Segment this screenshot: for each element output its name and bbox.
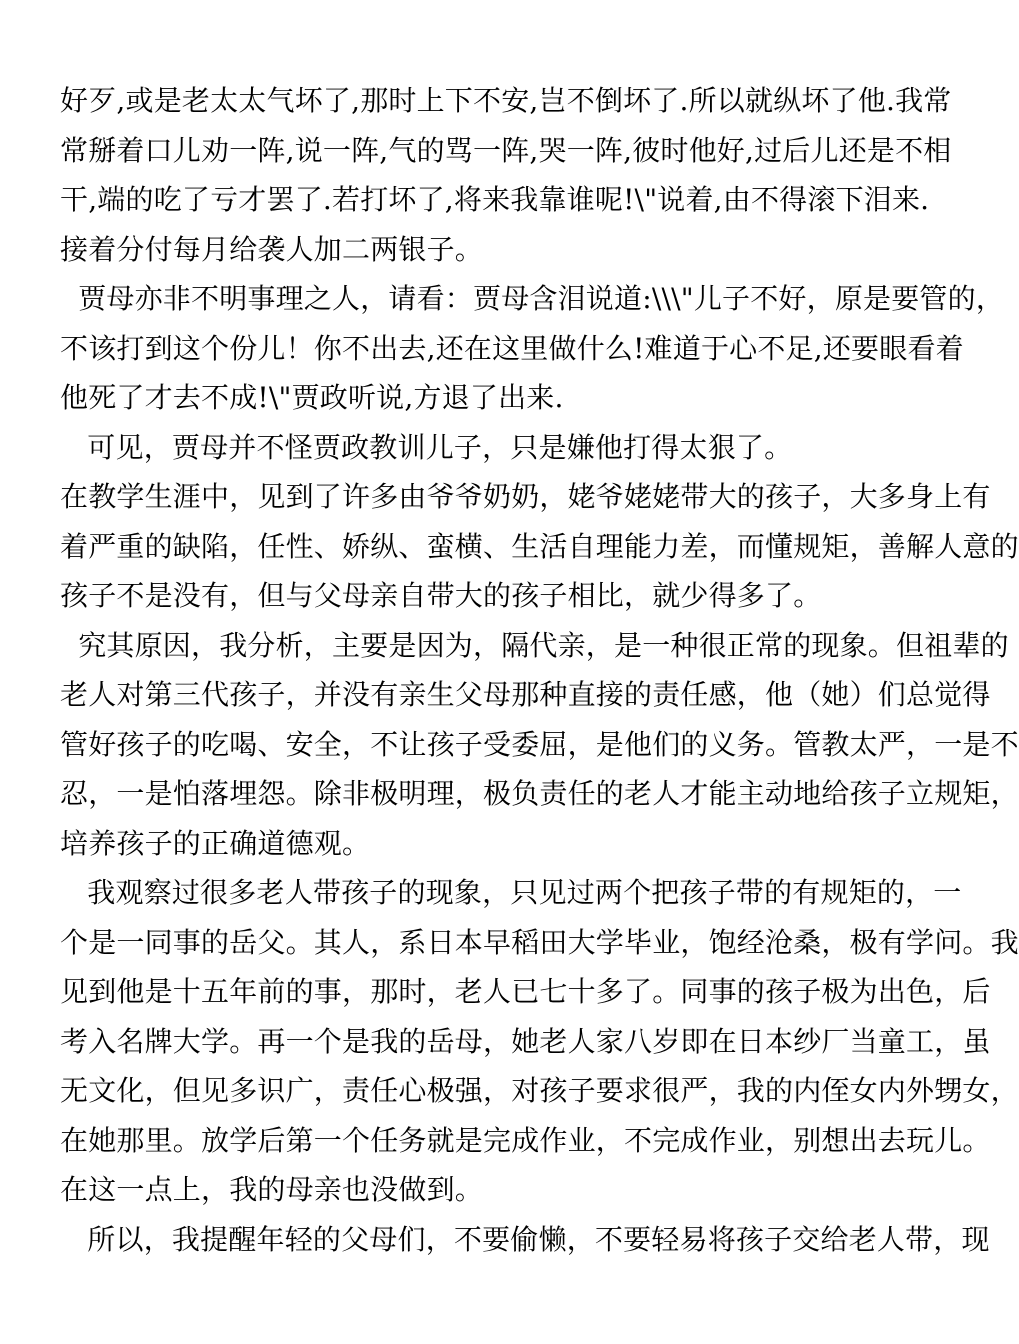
text-line: 好歹,或是老太太气坏了,那时上下不安,岂不倒坏了.所以就纵坏了他.我常 <box>60 84 952 117</box>
text-line: 可见，贾母并不怪贾政教训儿子，只是嫌他打得太狠了。 <box>60 430 793 464</box>
text-line: 他死了才去不成!\"贾政听说,方退了出来. <box>60 381 564 414</box>
text-line: 常掰着口儿劝一阵,说一阵,气的骂一阵,哭一阵,彼时他好,过后儿还是不相 <box>60 133 952 167</box>
text-line: 见到他是十五年前的事，那时，老人已七十多了。同事的孩子极为出色，后 <box>60 975 991 1008</box>
text-line: 无文化，但见多识广，责任心极强，对孩子要求很严，我的内侄女内外甥女， <box>60 1074 1019 1107</box>
text-line: 管好孩子的吃喝、安全，不让孩子受委屈，是他们的义务。管教太严，一是不 <box>60 727 1019 761</box>
text-line: 所以，我提醒年轻的父母们，不要偷懒，不要轻易将孩子交给老人带，现 <box>60 1222 990 1256</box>
text-line: 着严重的缺陷，任性、娇纵、蛮横、生活自理能力差，而懂规矩，善解人意的 <box>60 529 1019 563</box>
text-line: 贾母亦非不明事理之人，请看：贾母含泪说道:\\\"儿子不好，原是要管的， <box>60 282 1005 315</box>
text-line: 老人对第三代孩子，并没有亲生父母那种直接的责任感，他（她）们总觉得 <box>60 678 991 711</box>
text-line: 个是一同事的岳父。其人，系日本早稻田大学毕业，饱经沧桑，极有学问。我 <box>60 925 1019 959</box>
text-line: 在这一点上，我的母亲也没做到。 <box>60 1173 484 1206</box>
text-line: 在教学生涯中，见到了许多由爷爷奶奶，姥爷姥姥带大的孩子，大多身上有 <box>60 480 991 513</box>
text-line: 在她那里。放学后第一个任务就是完成作业，不完成作业，别想出去玩儿。 <box>60 1123 991 1157</box>
text-line: 干,端的吃了亏才罢了.若打坏了,将来我靠谁呢!\"说着,由不得滚下泪来. <box>60 183 930 216</box>
text-line: 考入名牌大学。再一个是我的岳母，她老人家八岁即在日本纱厂当童工，虽 <box>60 1024 991 1058</box>
text-line: 不该打到这个份儿！你不出去,还在这里做什么!难道于心不足,还要眼看着 <box>60 331 964 365</box>
text-line: 接着分付每月给袭人加二两银子。 <box>60 232 484 266</box>
text-line: 忍，一是怕落埋怨。除非极明理，极负责任的老人才能主动地给孩子立规矩， <box>60 777 1019 810</box>
text-line: 我观察过很多老人带孩子的现象，只见过两个把孩子带的有规矩的，一 <box>60 876 962 909</box>
text-line: 培养孩子的正确道德观。 <box>60 826 371 860</box>
text-line: 究其原因，我分析，主要是因为，隔代亲，是一种很正常的现象。但祖辈的 <box>60 628 1009 662</box>
text-line: 孩子不是没有，但与父母亲自带大的孩子相比，就少得多了。 <box>60 579 822 612</box>
